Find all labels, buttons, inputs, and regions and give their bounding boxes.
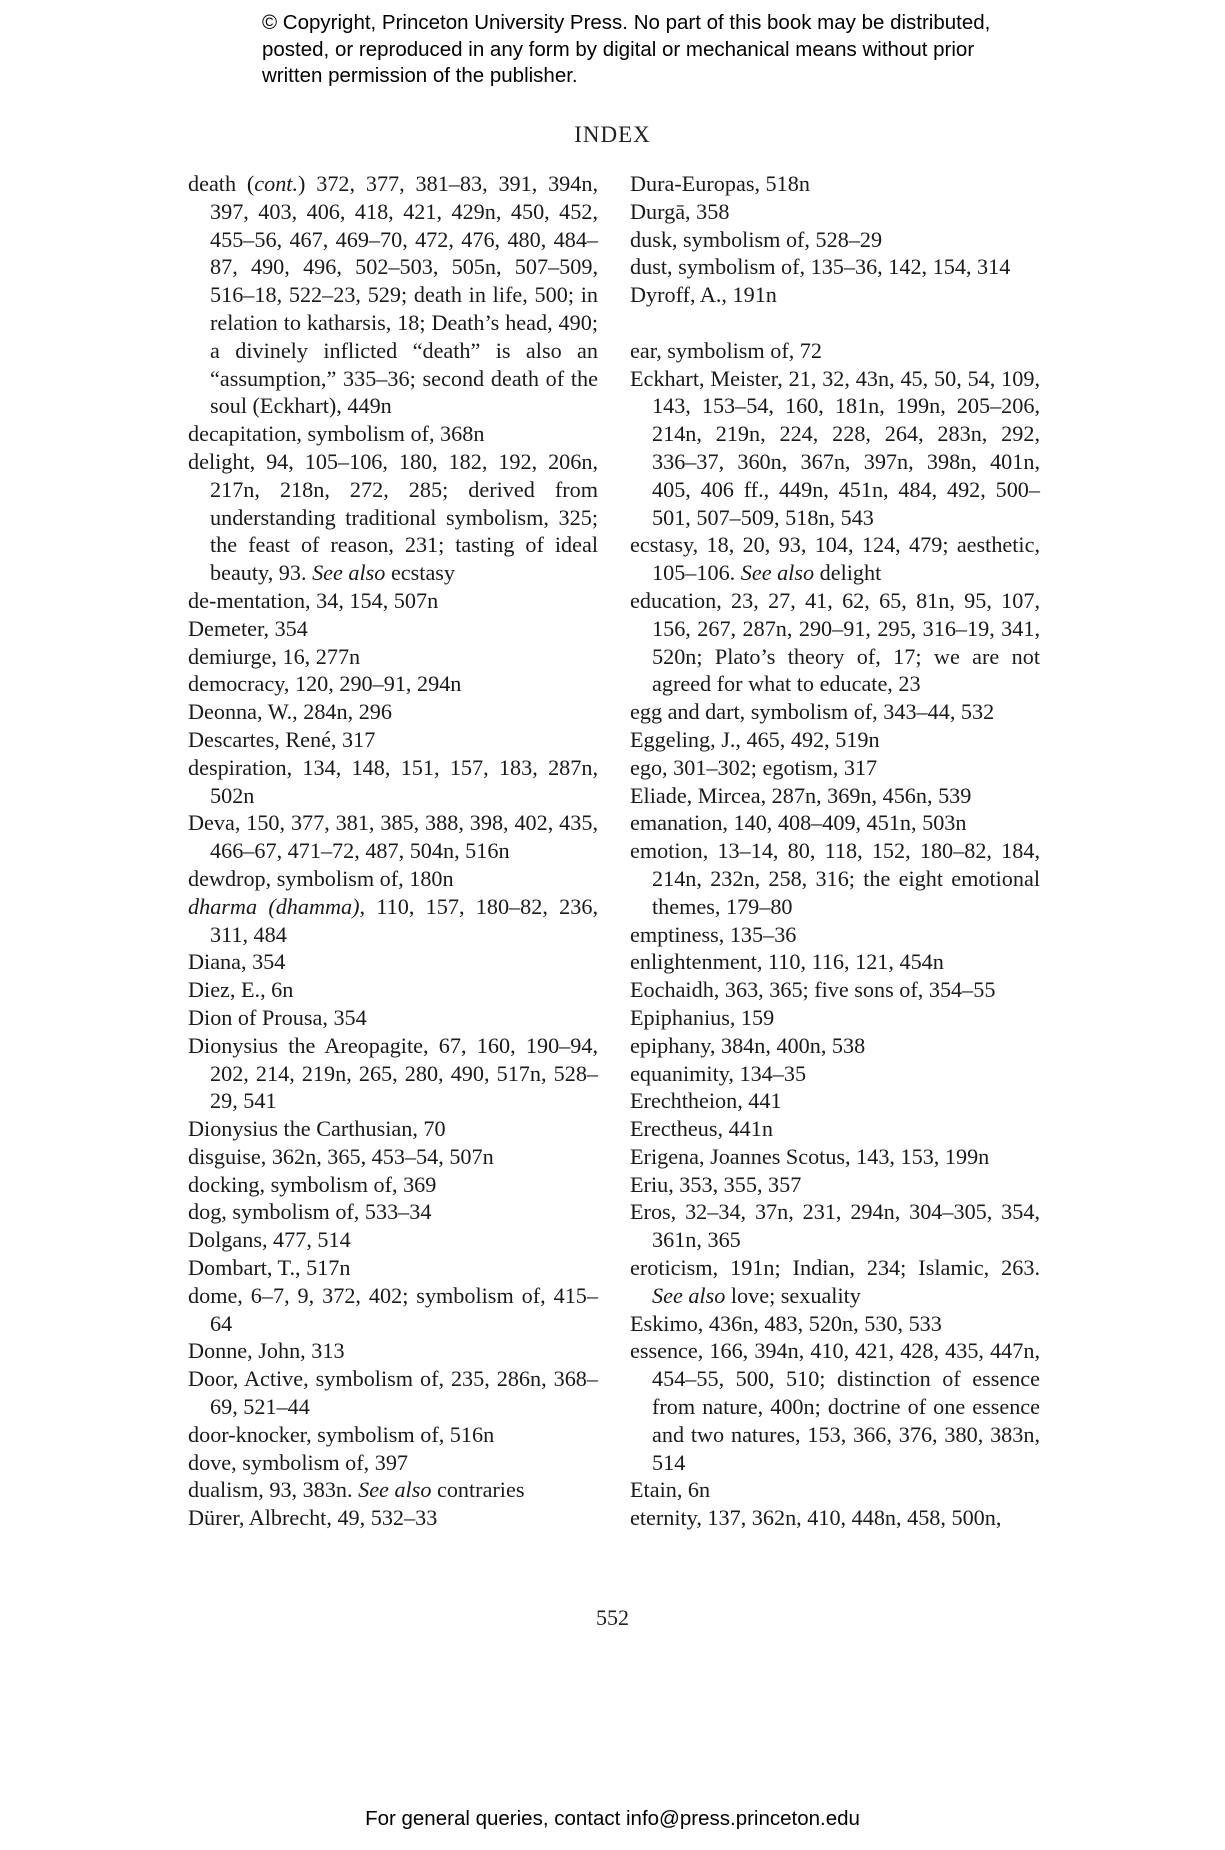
index-entry: Eggeling, J., 465, 492, 519n <box>630 726 880 752</box>
index-entry: despiration, 134, 148, 151, 157, 183, 287n, 502n <box>188 754 598 808</box>
index-entry: eternity, 137, 362n, 410, 448n, 458, 500n, <box>630 1505 1002 1531</box>
index-entry: Erectheus, 441n <box>630 1116 773 1142</box>
index-entry: emotion, 13–14, 80, 118, 152, 180–82, 184, 214n, 232n, 258, 316; the eight emotional themes, 179–80 <box>630 838 1040 919</box>
index-entry: disguise, 362n, 365, 453–54, 507n <box>188 1143 494 1169</box>
index-entry: essence, 166, 394n, 410, 421, 428, 435, 447n, 454–55, 500, 510; distinction of essence from nature, 400n; doctrine of one essence and two natures, 153, 366, 376, 380, 383n, 514 <box>630 1338 1040 1475</box>
index-entry: dove, symbolism of, 397 <box>188 1449 409 1475</box>
index-entry: Eriu, 353, 355, 357 <box>630 1171 802 1197</box>
index-entry: Durgā, 358 <box>630 198 730 224</box>
index-entry: Deva, 150, 377, 381, 385, 388, 398, 402, 435, 466–67, 471–72, 487, 504n, 516n <box>188 810 598 864</box>
index-entry: dualism, 93, 383n. See also contraries <box>188 1477 525 1503</box>
index-entry: Dura-Europas, 518n <box>630 171 810 196</box>
copyright-notice: © Copyright, Princeton University Press. No part of this book may be distributed, posted, or reproduced in any form by digital or mechanical means without prior written permission of the publisher. <box>262 11 991 87</box>
index-entry: Dolgans, 477, 514 <box>188 1227 351 1253</box>
index-entry: dharma (dhamma), 110, 157, 180–82, 236, 311, 484 <box>188 893 598 947</box>
index-entry: Dion of Prousa, 354 <box>188 1004 367 1030</box>
index-entry: Eochaidh, 363, 365; five sons of, 354–55 <box>630 977 996 1003</box>
index-entry: epiphany, 384n, 400n, 538 <box>630 1032 866 1058</box>
index-entry: Dürer, Albrecht, 49, 532–33 <box>188 1505 438 1531</box>
index-entry: de-mentation, 34, 154, 507n <box>188 587 439 613</box>
index-entry: Eros, 32–34, 37n, 231, 294n, 304–305, 354, 361n, 365 <box>630 1199 1040 1253</box>
index-entry: Dombart, T., 517n <box>188 1255 351 1281</box>
running-header: INDEX <box>574 122 651 147</box>
index-entry: Deonna, W., 284n, 296 <box>188 699 392 725</box>
index-entry: decapitation, symbolism of, 368n <box>188 421 485 447</box>
index-entry: ego, 301–302; egotism, 317 <box>630 754 878 780</box>
index-entry: eroticism, 191n; Indian, 234; Islamic, 263. See also love; sexuality <box>630 1255 1040 1308</box>
index-column-left <box>188 170 598 1532</box>
index-entry: democracy, 120, 290–91, 294n <box>188 671 462 697</box>
index-entry: dewdrop, symbolism of, 180n <box>188 865 454 891</box>
letter-group-gap <box>630 309 1040 337</box>
index-entry: death (cont.) 372, 377, 381–83, 391, 394n, 397, 403, 406, 418, 421, 429n, 450, 452, 455–56, 467, 469–70, 472, 476, 480, 484–87, 490, 496, 502–503, 505n, 507–509, 516–18, 522–23, 529; death in life, 500; in relation to katharsis, 18; Death’s head, 490; a divinely inflicted “death” is also an “assumption,” 335–36; second death of the soul (Eckhart), 449n <box>188 171 599 419</box>
index-entry: Dyroff, A., 191n <box>630 282 777 308</box>
index-column-right <box>630 170 1040 1532</box>
index-entry: Door, Active, symbolism of, 235, 286n, 368–69, 521–44 <box>188 1366 598 1420</box>
index-entry: emanation, 140, 408–409, 451n, 503n <box>630 810 967 836</box>
index-entry: dusk, symbolism of, 528–29 <box>630 226 883 252</box>
index-entry: dust, symbolism of, 135–36, 142, 154, 314 <box>630 254 1011 280</box>
index-entry: Demeter, 354 <box>188 615 308 641</box>
index-entry: Eliade, Mircea, 287n, 369n, 456n, 539 <box>630 782 972 808</box>
index-entry: equanimity, 134–35 <box>630 1060 807 1086</box>
index-entry: Diana, 354 <box>188 949 286 975</box>
index-entry: emptiness, 135–36 <box>630 921 797 947</box>
index-entry: door-knocker, symbolism of, 516n <box>188 1421 495 1447</box>
index-entry: Erechtheion, 441 <box>630 1088 782 1114</box>
index-entry: docking, symbolism of, 369 <box>188 1171 437 1197</box>
footer-contact: For general queries, contact info@press.princeton.edu <box>365 1807 860 1830</box>
index-entry: Eskimo, 436n, 483, 520n, 530, 533 <box>630 1310 942 1336</box>
index-entry: education, 23, 27, 41, 62, 65, 81n, 95, 107, 156, 267, 287n, 290–91, 295, 316–19, 341, 520n; Plato’s theory of, 17; we are not agreed for what to educate, 23 <box>630 587 1040 697</box>
index-entry: Eckhart, Meister, 21, 32, 43n, 45, 50, 54, 109, 143, 153–54, 160, 181n, 199n, 205–206, 214n, 219n, 224, 228, 264, 283n, 292, 336–37, 360n, 367n, 397n, 398n, 401n, 405, 406 ff., 449n, 451n, 484, 492, 500–501, 507–509, 518n, 543 <box>630 365 1040 530</box>
index-entry: Diez, E., 6n <box>188 977 294 1003</box>
index-entry: ear, symbolism of, 72 <box>630 337 822 363</box>
index-entry: Dionysius the Carthusian, 70 <box>188 1116 446 1142</box>
index-entry: Epiphanius, 159 <box>630 1004 775 1030</box>
index-entry: dog, symbolism of, 533–34 <box>188 1199 432 1225</box>
index-entry: enlightenment, 110, 116, 121, 454n <box>630 949 944 975</box>
index-entry: Donne, John, 313 <box>188 1338 345 1364</box>
index-entry: demiurge, 16, 277n <box>188 643 361 669</box>
index-entry: Dionysius the Areopagite, 67, 160, 190–94, 202, 214, 219n, 265, 280, 490, 517n, 528–29, 541 <box>188 1032 598 1114</box>
index-entry: Etain, 6n <box>630 1477 711 1503</box>
index-entry: Erigena, Joannes Scotus, 143, 153, 199n <box>630 1143 990 1169</box>
index-entry: ecstasy, 18, 20, 93, 104, 124, 479; aesthetic, 105–106. See also delight <box>630 532 1040 586</box>
index-entry: delight, 94, 105–106, 180, 182, 192, 206n, 217n, 218n, 272, 285; derived from understanding traditional symbolism, 325; the feast of reason, 231; tasting of ideal beauty, 93. See also ecstasy <box>188 448 598 586</box>
index-entry: dome, 6–7, 9, 372, 402; symbolism of, 415–64 <box>188 1282 598 1336</box>
page-number: 552 <box>596 1605 629 1630</box>
index-entry: Descartes, René, 317 <box>188 726 376 752</box>
index-entry: egg and dart, symbolism of, 343–44, 532 <box>630 699 995 725</box>
